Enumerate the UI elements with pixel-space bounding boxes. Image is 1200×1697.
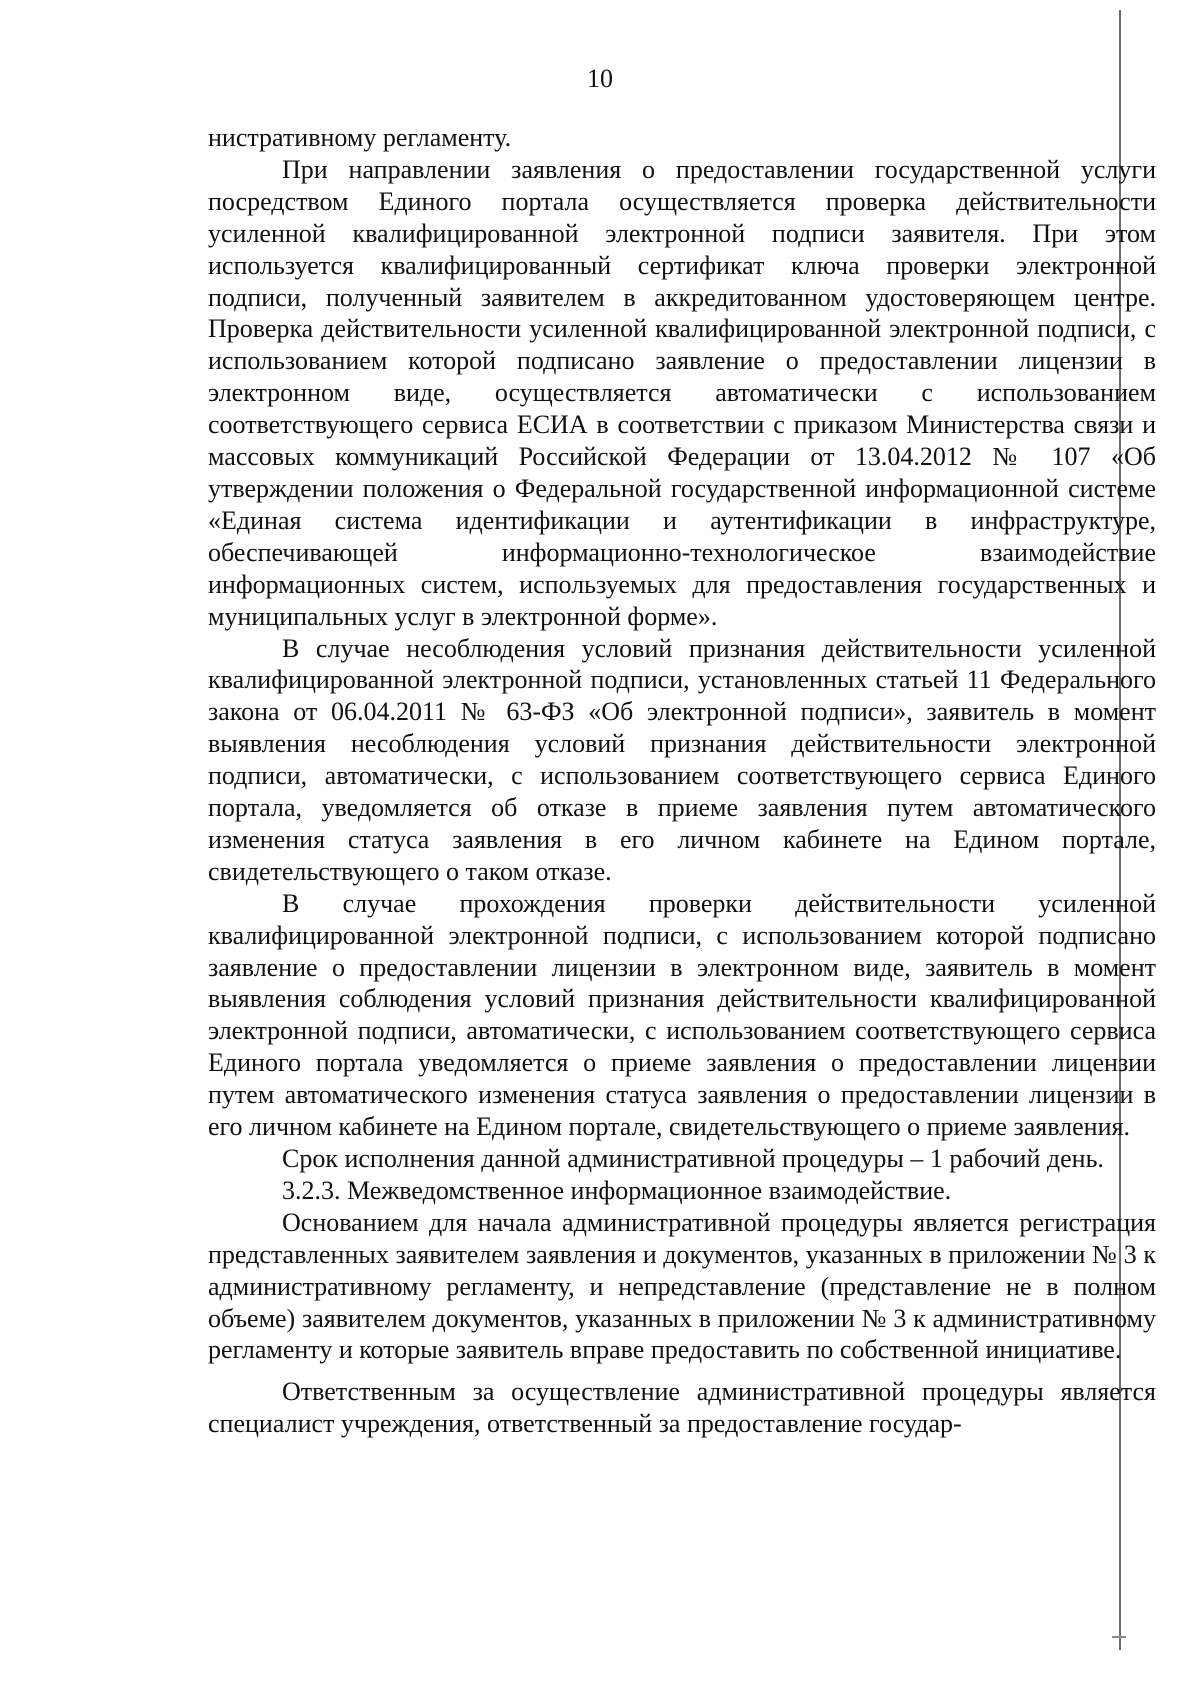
paragraph-signature-invalid: В случае несоблюдения условий признания действительности усиленной квалифицированной электронной подписи, установленных статьей 11 Федерального закона от 06.04.2011 № 63-ФЗ «Об электронной подписи», заявитель в момент выявления несоблюдения условий признания действительности электронной подписи, автоматически, с использованием соответствующего сервиса Единого портала, уведомляется об отказе в приеме заявления путем автоматического изменения статуса заявления в его личном кабинете на Едином портале, свидетельствующего о таком отказе. — [208, 633, 1156, 886]
page-number: 10 — [587, 64, 613, 93]
section-heading-3-2-3: 3.2.3. Межведомственное информационное взаимодействие. — [282, 1175, 952, 1205]
paragraph-signature-valid: В случае прохождения проверки действительности усиленной квалифицированной электронной подписи, с использованием которой подписано заявление о предоставлении лицензии в электронном виде, заявитель в момент выявления соблюдения условий признания действительности квалифицированной электронной подписи, автоматически, с использованием соответствующего сервиса Единого портала уведомляется о приеме заявления о предоставлении лицензии путем автоматического изменения статуса заявления о предоставлении лицензии в его личном кабинете на Едином портале, свидетельствующего о приеме заявления. — [208, 888, 1156, 1142]
paragraph-signature-check: При направлении заявления о предоставлении государственной услуги посредством Единого портала осуществляется проверка действительности усиленной квалифицированной электронной подписи заявителя. При этом используется квалифицированный сертификат ключа проверки электронной подписи, полученный заявителем в аккредитованном удостоверяющем центре. Проверка действительности усиленной квалифицированной электронной подписи, с использованием которой подписано заявление о предоставлении лицензии в электронном виде, осуществляется автоматически с использованием соответствующего сервиса ЕСИА в соответствии с приказом Министерства связи и массовых коммуникаций Российской Федерации от 13.04.2012 № 107 «Об утверждении положения о Федеральной государственной информационной системе «Единая система идентификации и аутентификации в инфраструктуре, обеспечивающей информационно-технологическое взаимодействие информационных систем, используемых для предоставления государственных и муниципальных услуг в электронной форме». — [208, 154, 1156, 631]
scan-artifact-mark — [1112, 1636, 1126, 1638]
paragraph-responsible: Ответственным за осуществление административной процедуры является специалист учреждения, ответственный за предоставление государ- — [208, 1377, 1156, 1439]
paragraph-grounds: Основанием для начала административной процедуры является регистрация представленных заявителем заявления и документов, указанных в приложении № 3 к административному регламенту, и непредставление (представление не в полном объеме) заявителем документов, указанных в приложении № 3 к административному регламенту и которые заявитель вправе предоставить по собственной инициативе. — [208, 1207, 1156, 1365]
paragraph-deadline: Срок исполнения данной административной процедуры – 1 рабочий день. — [282, 1144, 1104, 1173]
document-body — [208, 122, 1156, 1440]
paragraph-continuation: нистративному регламенту. — [208, 123, 512, 152]
